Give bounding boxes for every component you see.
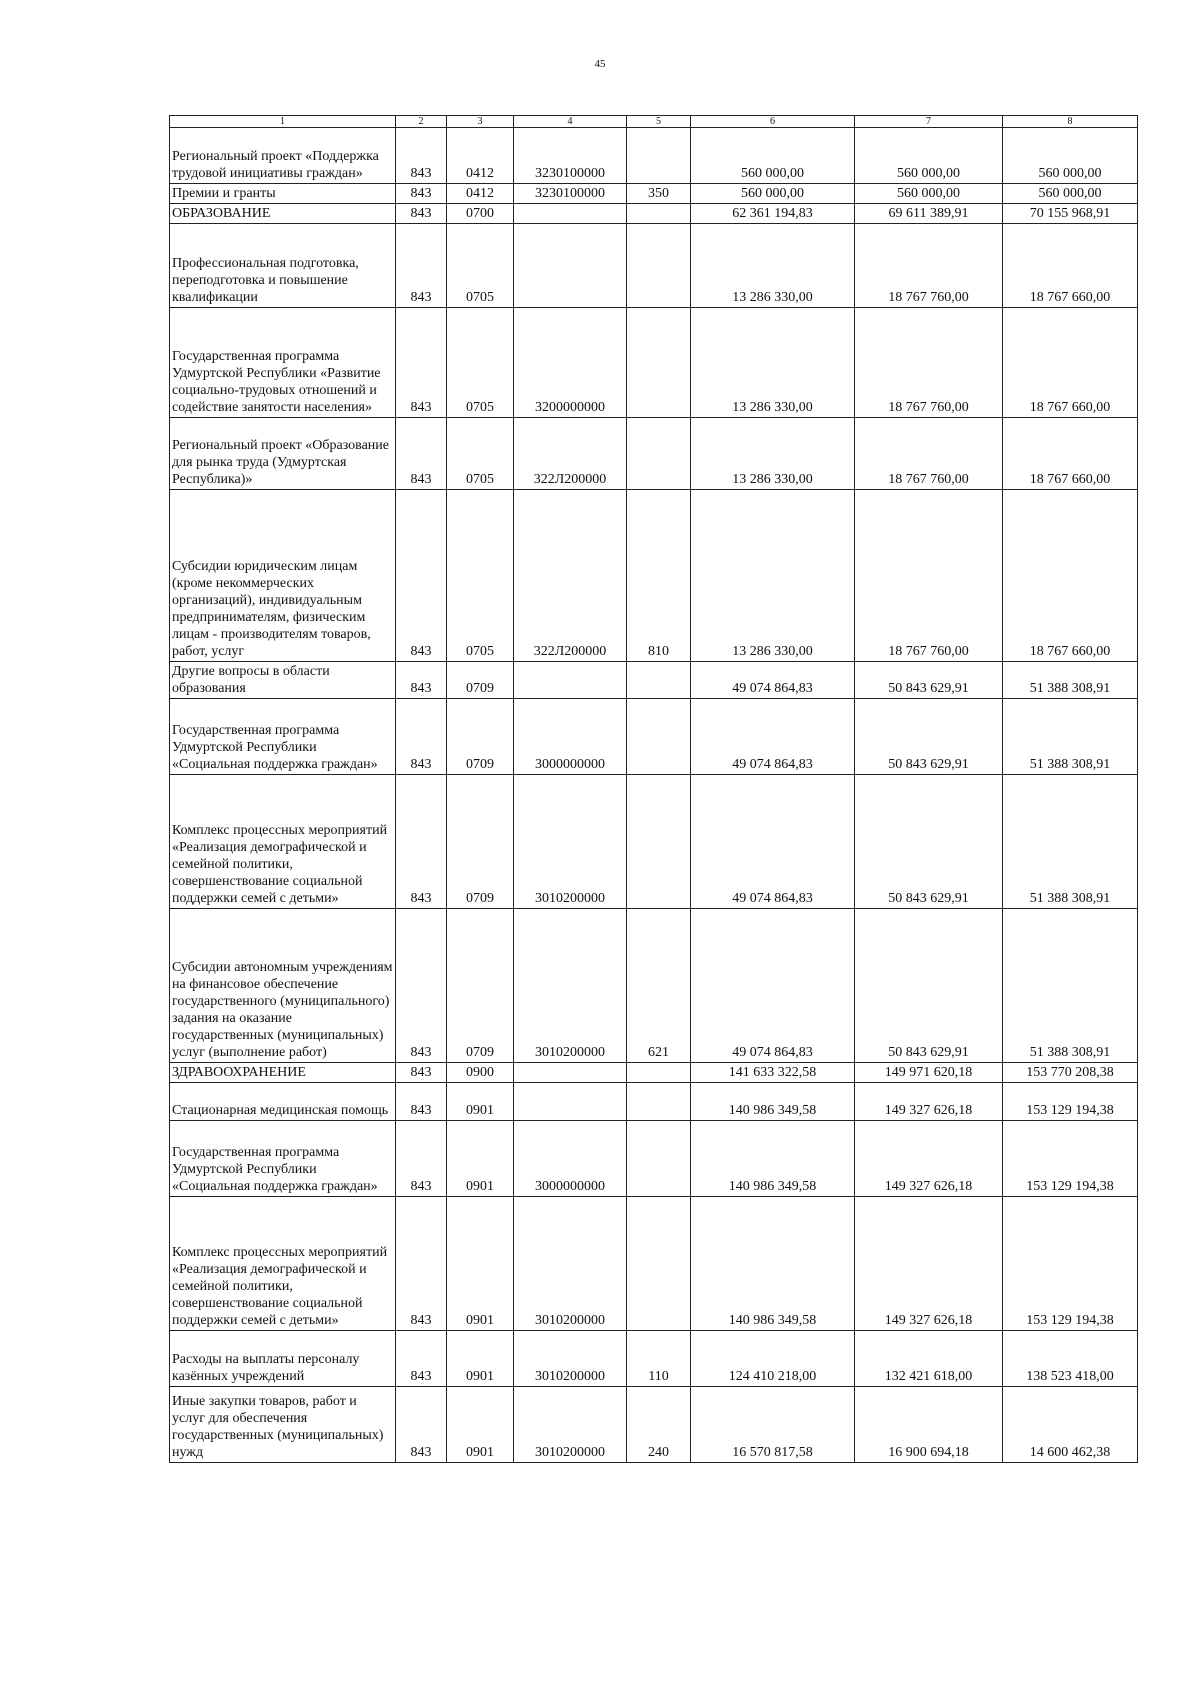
cell-col-2: 843 — [396, 1063, 447, 1083]
cell-col-4: 3000000000 — [514, 699, 627, 775]
cell-col-5: 810 — [627, 490, 691, 662]
cell-col-2: 843 — [396, 909, 447, 1063]
row-name: Субсидии автономным учреждениям на финансовое обеспечение государственного (муниципального) задания на оказание государственных (муниципальных) услуг (выполнение работ) — [170, 909, 396, 1063]
row-name: Иные закупки товаров, работ и услуг для обеспечения государственных (муниципальных) нужд — [170, 1387, 396, 1463]
cell-col-8: 153 129 194,38 — [1003, 1121, 1138, 1197]
cell-col-3: 0901 — [447, 1197, 514, 1331]
cell-col-5: 240 — [627, 1387, 691, 1463]
cell-col-2: 843 — [396, 1197, 447, 1331]
cell-col-7: 560 000,00 — [855, 184, 1003, 204]
cell-col-3: 0900 — [447, 1063, 514, 1083]
row-name: Субсидии юридическим лицам (кроме некоммерческих организаций), индивидуальным предпринимателям, физическим лицам - производителям товаров, работ, услуг — [170, 490, 396, 662]
cell-col-7: 18 767 760,00 — [855, 224, 1003, 308]
row-name: Региональный проект «Поддержка трудовой инициативы граждан» — [170, 128, 396, 184]
header-cell: 7 — [855, 116, 1003, 128]
cell-col-2: 843 — [396, 490, 447, 662]
cell-col-2: 843 — [396, 1387, 447, 1463]
cell-col-4: 3230100000 — [514, 184, 627, 204]
cell-col-7: 69 611 389,91 — [855, 204, 1003, 224]
cell-col-3: 0709 — [447, 699, 514, 775]
cell-col-6: 124 410 218,00 — [691, 1331, 855, 1387]
table-row — [170, 308, 1138, 418]
cell-col-3: 0901 — [447, 1387, 514, 1463]
table-row — [170, 204, 1138, 224]
cell-col-7: 132 421 618,00 — [855, 1331, 1003, 1387]
table-row — [170, 418, 1138, 490]
cell-col-5: 350 — [627, 184, 691, 204]
cell-col-8: 153 770 208,38 — [1003, 1063, 1138, 1083]
cell-col-5 — [627, 1197, 691, 1331]
table-row — [170, 184, 1138, 204]
table-row — [170, 1063, 1138, 1083]
cell-col-2: 843 — [396, 184, 447, 204]
cell-col-4 — [514, 224, 627, 308]
cell-col-7: 50 843 629,91 — [855, 699, 1003, 775]
cell-col-6: 13 286 330,00 — [691, 418, 855, 490]
cell-col-4: 3230100000 — [514, 128, 627, 184]
cell-col-2: 843 — [396, 1331, 447, 1387]
cell-col-3: 0412 — [447, 128, 514, 184]
cell-col-7: 149 327 626,18 — [855, 1197, 1003, 1331]
cell-col-3: 0901 — [447, 1083, 514, 1121]
cell-col-4: 3010200000 — [514, 775, 627, 909]
cell-col-7: 149 971 620,18 — [855, 1063, 1003, 1083]
table-row — [170, 662, 1138, 699]
cell-col-4 — [514, 662, 627, 699]
cell-col-8: 560 000,00 — [1003, 184, 1138, 204]
cell-col-3: 0901 — [447, 1121, 514, 1197]
cell-col-7: 50 843 629,91 — [855, 662, 1003, 699]
header-cell: 4 — [514, 116, 627, 128]
table-row — [170, 1387, 1138, 1463]
cell-col-4: 322Л200000 — [514, 418, 627, 490]
cell-col-4 — [514, 1083, 627, 1121]
cell-col-6: 13 286 330,00 — [691, 308, 855, 418]
cell-col-4: 3010200000 — [514, 1331, 627, 1387]
cell-col-3: 0412 — [447, 184, 514, 204]
cell-col-6: 49 074 864,83 — [691, 775, 855, 909]
cell-col-6: 13 286 330,00 — [691, 224, 855, 308]
row-name: Расходы на выплаты персоналу казённых учреждений — [170, 1331, 396, 1387]
cell-col-5 — [627, 418, 691, 490]
table-row — [170, 909, 1138, 1063]
cell-col-6: 49 074 864,83 — [691, 909, 855, 1063]
cell-col-7: 18 767 760,00 — [855, 490, 1003, 662]
table-row — [170, 699, 1138, 775]
cell-col-6: 62 361 194,83 — [691, 204, 855, 224]
cell-col-3: 0700 — [447, 204, 514, 224]
cell-col-4 — [514, 1063, 627, 1083]
row-name: Премии и гранты — [170, 184, 396, 204]
cell-col-8: 18 767 660,00 — [1003, 308, 1138, 418]
cell-col-7: 50 843 629,91 — [855, 775, 1003, 909]
header-cell: 1 — [170, 116, 396, 128]
cell-col-4: 3200000000 — [514, 308, 627, 418]
cell-col-2: 843 — [396, 128, 447, 184]
row-name: Комплекс процессных мероприятий «Реализация демографической и семейной политики, совершенствование социальной поддержки семей с детьми» — [170, 1197, 396, 1331]
cell-col-8: 153 129 194,38 — [1003, 1197, 1138, 1331]
cell-col-8: 560 000,00 — [1003, 128, 1138, 184]
cell-col-6: 141 633 322,58 — [691, 1063, 855, 1083]
cell-col-5 — [627, 775, 691, 909]
cell-col-7: 18 767 760,00 — [855, 418, 1003, 490]
row-name: Стационарная медицинская помощь — [170, 1083, 396, 1121]
cell-col-6: 16 570 817,58 — [691, 1387, 855, 1463]
cell-col-8: 18 767 660,00 — [1003, 224, 1138, 308]
cell-col-6: 49 074 864,83 — [691, 699, 855, 775]
cell-col-6: 140 986 349,58 — [691, 1197, 855, 1331]
row-name: Региональный проект «Образование для рынка труда (Удмуртская Республика)» — [170, 418, 396, 490]
cell-col-2: 843 — [396, 224, 447, 308]
row-name: Другие вопросы в области образования — [170, 662, 396, 699]
cell-col-3: 0705 — [447, 308, 514, 418]
table-row — [170, 224, 1138, 308]
cell-col-7: 149 327 626,18 — [855, 1083, 1003, 1121]
cell-col-2: 843 — [396, 1121, 447, 1197]
row-name: Государственная программа Удмуртской Республики «Развитие социально-трудовых отношений и содействие занятости населения» — [170, 308, 396, 418]
cell-col-5 — [627, 204, 691, 224]
cell-col-5 — [627, 308, 691, 418]
header-cell: 3 — [447, 116, 514, 128]
cell-col-3: 0901 — [447, 1331, 514, 1387]
cell-col-2: 843 — [396, 775, 447, 909]
page-number: 45 — [594, 58, 606, 70]
table-row — [170, 128, 1138, 184]
cell-col-8: 18 767 660,00 — [1003, 490, 1138, 662]
cell-col-4: 3010200000 — [514, 1387, 627, 1463]
cell-col-5: 621 — [627, 909, 691, 1063]
cell-col-8: 51 388 308,91 — [1003, 909, 1138, 1063]
cell-col-2: 843 — [396, 418, 447, 490]
cell-col-5 — [627, 128, 691, 184]
row-name: ЗДРАВООХРАНЕНИЕ — [170, 1063, 396, 1083]
cell-col-8: 51 388 308,91 — [1003, 699, 1138, 775]
cell-col-2: 843 — [396, 308, 447, 418]
cell-col-2: 843 — [396, 662, 447, 699]
cell-col-7: 50 843 629,91 — [855, 909, 1003, 1063]
header-cell: 2 — [396, 116, 447, 128]
cell-col-8: 153 129 194,38 — [1003, 1083, 1138, 1121]
row-name: ОБРАЗОВАНИЕ — [170, 204, 396, 224]
cell-col-6: 140 986 349,58 — [691, 1083, 855, 1121]
header-cell: 8 — [1003, 116, 1138, 128]
budget-table — [169, 115, 1138, 1463]
cell-col-3: 0705 — [447, 224, 514, 308]
cell-col-3: 0709 — [447, 909, 514, 1063]
cell-col-6: 13 286 330,00 — [691, 490, 855, 662]
cell-col-5: 110 — [627, 1331, 691, 1387]
cell-col-4: 3010200000 — [514, 909, 627, 1063]
cell-col-4: 322Л200000 — [514, 490, 627, 662]
cell-col-7: 560 000,00 — [855, 128, 1003, 184]
cell-col-4 — [514, 204, 627, 224]
cell-col-8: 70 155 968,91 — [1003, 204, 1138, 224]
cell-col-4: 3010200000 — [514, 1197, 627, 1331]
row-name: Государственная программа Удмуртской Республики «Социальная поддержка граждан» — [170, 699, 396, 775]
cell-col-7: 16 900 694,18 — [855, 1387, 1003, 1463]
cell-col-5 — [627, 1083, 691, 1121]
cell-col-7: 18 767 760,00 — [855, 308, 1003, 418]
cell-col-5 — [627, 1121, 691, 1197]
cell-col-8: 51 388 308,91 — [1003, 662, 1138, 699]
table-row — [170, 1121, 1138, 1197]
header-cell: 6 — [691, 116, 855, 128]
cell-col-8: 18 767 660,00 — [1003, 418, 1138, 490]
cell-col-3: 0705 — [447, 418, 514, 490]
cell-col-5 — [627, 699, 691, 775]
row-name: Государственная программа Удмуртской Республики «Социальная поддержка граждан» — [170, 1121, 396, 1197]
table-row — [170, 1083, 1138, 1121]
cell-col-5 — [627, 224, 691, 308]
table-row — [170, 1331, 1138, 1387]
row-name: Профессиональная подготовка, переподготовка и повышение квалификации — [170, 224, 396, 308]
cell-col-2: 843 — [396, 699, 447, 775]
cell-col-6: 49 074 864,83 — [691, 662, 855, 699]
header-cell: 5 — [627, 116, 691, 128]
cell-col-5 — [627, 662, 691, 699]
row-name: Комплекс процессных мероприятий «Реализация демографической и семейной политики, совершенствование социальной поддержки семей с детьми» — [170, 775, 396, 909]
cell-col-7: 149 327 626,18 — [855, 1121, 1003, 1197]
table-row — [170, 775, 1138, 909]
cell-col-3: 0709 — [447, 662, 514, 699]
cell-col-6: 560 000,00 — [691, 128, 855, 184]
cell-col-3: 0709 — [447, 775, 514, 909]
cell-col-8: 51 388 308,91 — [1003, 775, 1138, 909]
cell-col-2: 843 — [396, 204, 447, 224]
table-row — [170, 490, 1138, 662]
cell-col-2: 843 — [396, 1083, 447, 1121]
cell-col-5 — [627, 1063, 691, 1083]
cell-col-8: 138 523 418,00 — [1003, 1331, 1138, 1387]
cell-col-6: 140 986 349,58 — [691, 1121, 855, 1197]
cell-col-8: 14 600 462,38 — [1003, 1387, 1138, 1463]
table-row — [170, 1197, 1138, 1331]
cell-col-4: 3000000000 — [514, 1121, 627, 1197]
cell-col-3: 0705 — [447, 490, 514, 662]
header-row — [170, 116, 1138, 128]
cell-col-6: 560 000,00 — [691, 184, 855, 204]
